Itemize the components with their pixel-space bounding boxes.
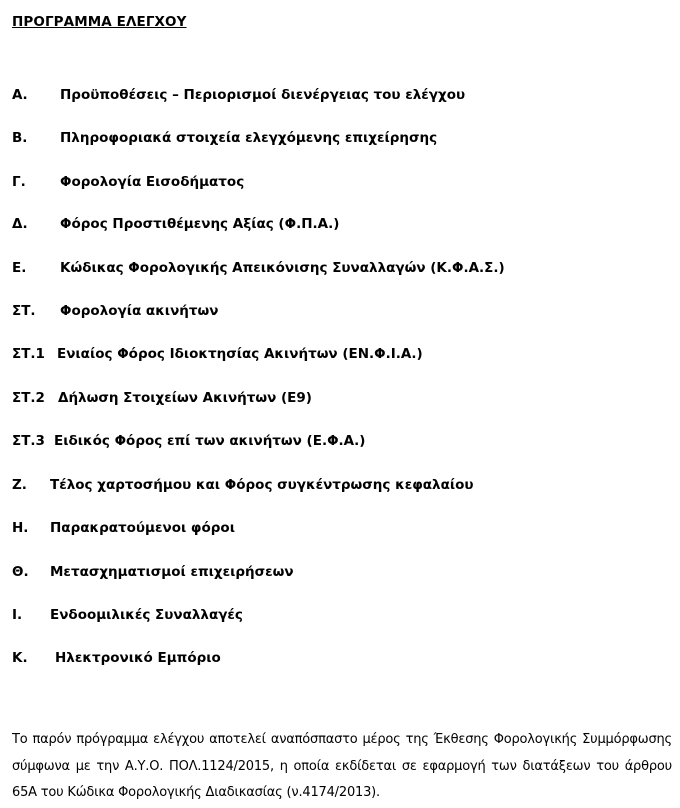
item-letter: ΣΤ. [12,303,36,319]
item-letter: Κ. [12,650,28,666]
item-text: Ενιαίος Φόρος Ιδιοκτησίας Ακινήτων (ΕΝ.Φ.Ι.Α.) [57,346,423,362]
item-letter: Α. [12,87,28,103]
item-text: Φόρος Προστιθέμενης Αξίας (Φ.Π.Α.) [60,216,340,232]
item-letter: Ι. [12,607,23,623]
item-letter: ΣΤ.1 [12,346,45,362]
item-letter: Ε. [12,260,27,276]
item-text: Προϋποθέσεις – Περιορισμοί διενέργειας του ελέγχου [60,87,466,103]
item-letter: ΣΤ.2 [12,390,45,406]
item-text: Ειδικός Φόρος επί των ακινήτων (Ε.Φ.Α.) [54,433,366,449]
item-letter: Δ. [12,216,28,232]
item-text: Παρακρατούμενοι φόροι [50,520,235,536]
item-text: Ενδοομιλικές Συναλλαγές [50,607,243,623]
item-text: Φορολογία Εισοδήματος [60,174,245,190]
item-letter: ΣΤ.3 [12,433,45,449]
item-text: Ηλεκτρονικό Εμπόριο [55,650,221,666]
item-letter: Η. [12,520,29,536]
item-text: Δήλωση Στοιχείων Ακινήτων (Ε9) [58,390,312,406]
item-text: Μετασχηματισμοί επιχειρήσεων [50,564,294,580]
item-text: Κώδικας Φορολογικής Απεικόνισης Συναλλαγών (Κ.Φ.Α.Σ.) [60,260,505,276]
item-letter: Θ. [12,564,29,580]
item-letter: Β. [12,130,28,146]
page-title: ΠΡΟΓΡΑΜΜΑ ΕΛΕΓΧΟΥ [12,14,187,30]
item-text: Φορολογία ακινήτων [60,303,219,319]
item-text: Πληροφοριακά στοιχεία ελεγχόμενης επιχείρησης [60,130,438,146]
item-letter: Γ. [12,174,26,190]
footer-paragraph: Το παρόν πρόγραμμα ελέγχου αποτελεί αναπόσπαστο μέρος της Έκθεσης Φορολογικής Συμμόρφωσης σύμφωνα με την Α.Υ.Ο. ΠΟΛ.1124/2015, η οποία εκδίδεται σε εφαρμογή των διατάξεων του άρθρου 65Α του Κώδικα Φορολογικής Διαδικασίας (ν.4174/2013). [12,732,672,800]
item-letter: Ζ. [12,477,27,493]
item-text: Τέλος χαρτοσήμου και Φόρος συγκέντρωσης κεφαλαίου [50,477,474,493]
